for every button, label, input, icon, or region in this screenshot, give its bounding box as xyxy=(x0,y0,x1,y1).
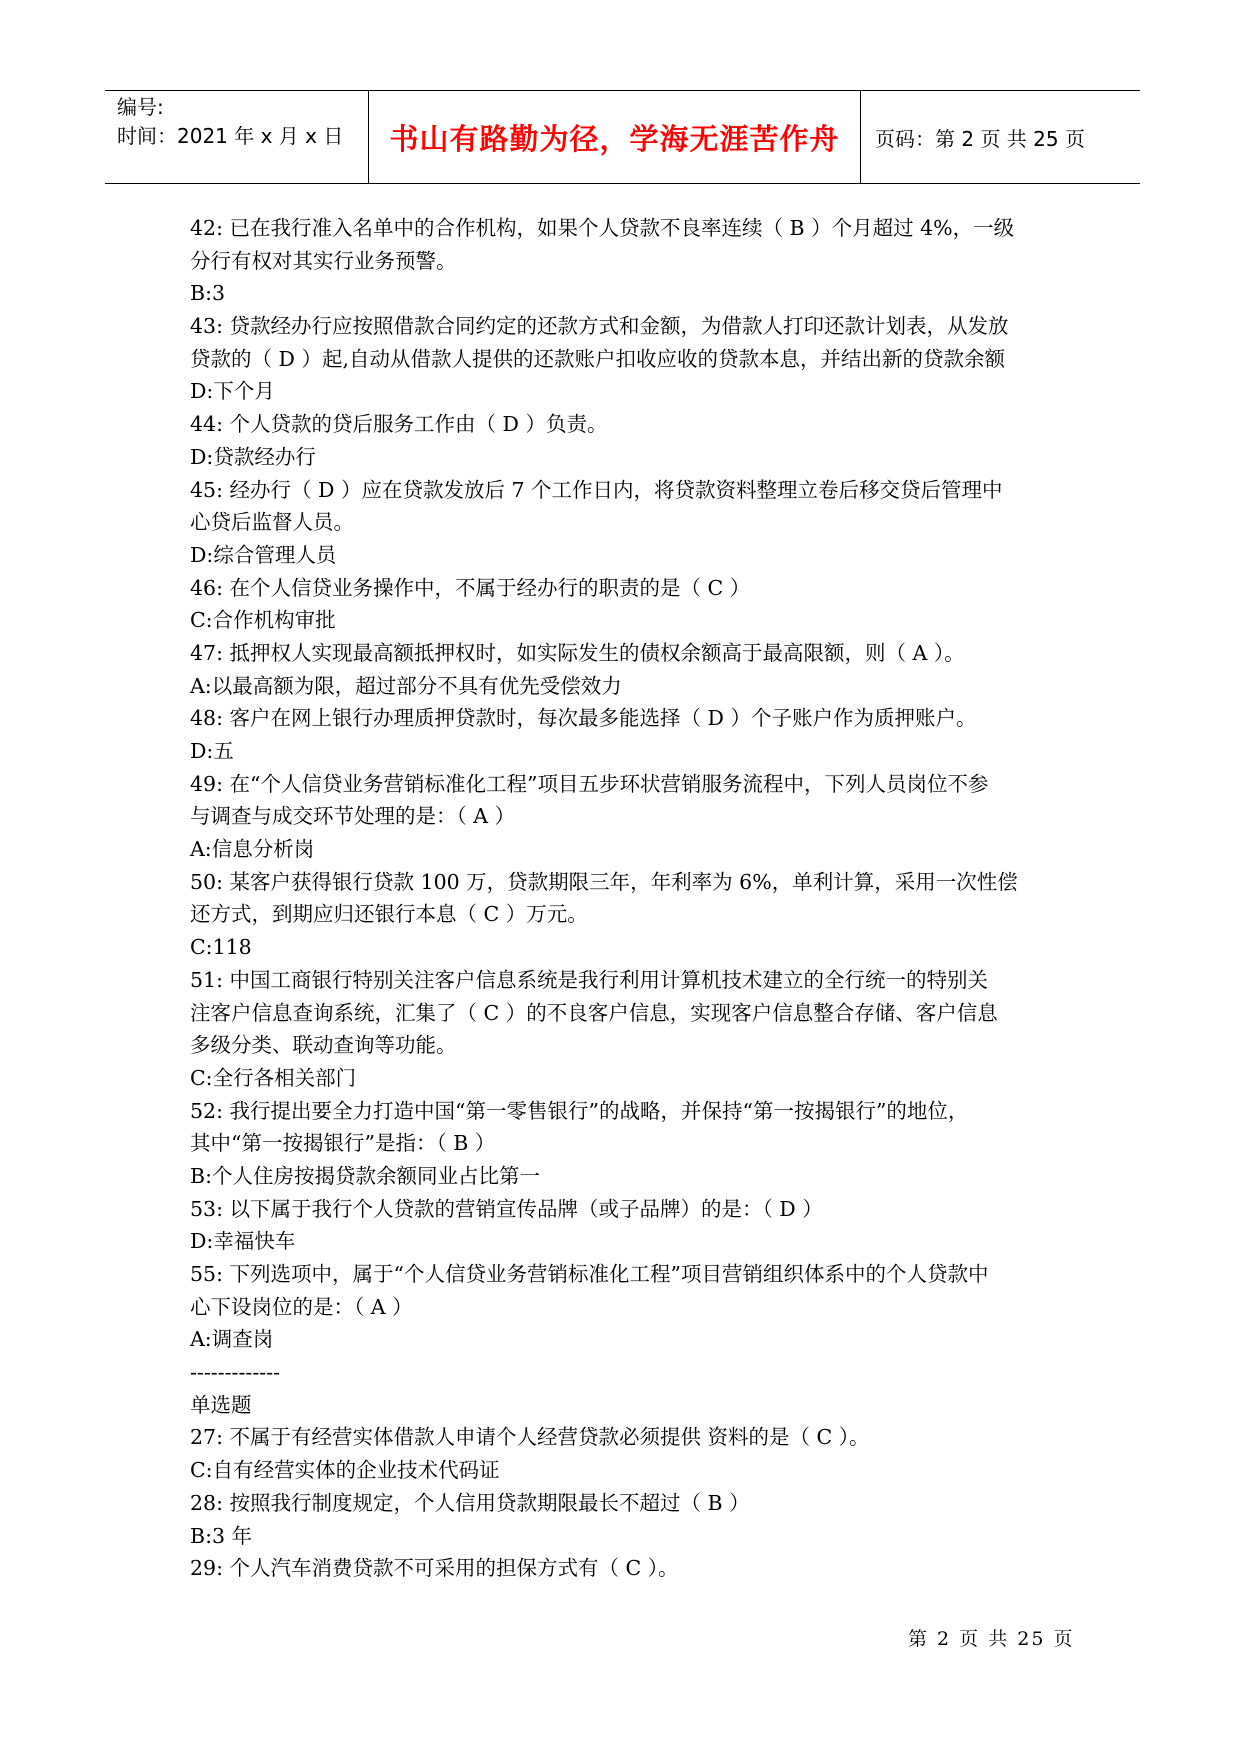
text-line: A:信息分析岗 xyxy=(190,837,315,862)
text-line: 48: 客户在网上银行办理质押贷款时，每次最多能选择（ D ）个子账户作为质押账户。 xyxy=(190,706,977,731)
text-line: 单选题 xyxy=(190,1392,252,1417)
text-line: 心下设岗位的是：（ A ） xyxy=(190,1294,413,1319)
text-line: 53: 以下属于我行个人贷款的营销宣传品牌（或子品牌）的是：（ D ） xyxy=(190,1196,823,1221)
text-line: A:以最高额为限，超过部分不具有优先受偿效力 xyxy=(190,673,622,698)
header-meta xyxy=(105,91,369,183)
text-line: D:下个月 xyxy=(190,379,275,404)
text-line: 贷款的（ D ）起,自动从借款人提供的还款账户扣收应收的贷款本息，并结出新的贷款余额 xyxy=(190,346,1005,371)
text-line: 51: 中国工商银行特别关注客户信息系统是我行利用计算机技术建立的全行统一的特别关 xyxy=(190,967,989,992)
header-page-label: 页码：第 2 页 共 25 页 xyxy=(875,126,1085,151)
text-line: 43: 贷款经办行应按照借款合同约定的还款方式和金额，为借款人打印还款计划表，从发放 xyxy=(190,314,1009,339)
text-line: C:自有经营实体的企业技术代码证 xyxy=(190,1458,500,1483)
text-line: C:合作机构审批 xyxy=(190,608,336,633)
text-line: 心贷后监督人员。 xyxy=(190,510,354,535)
text-line: 46: 在个人信贷业务操作中，不属于经办行的职责的是（ C ） xyxy=(190,575,751,600)
text-line: D:五 xyxy=(190,739,234,763)
text-line: 52: 我行提出要全力打造中国“第一零售银行”的战略，并保持“第一按揭银行”的地位， xyxy=(190,1098,969,1123)
text-line: 45: 经办行（ D ）应在贷款发放后 7 个工作日内，将贷款资料整理立卷后移交贷后管理中 xyxy=(190,477,1003,502)
text-line: C:全行各相关部门 xyxy=(190,1065,357,1090)
text-line: 27: 不属于有经营实体借款人申请个人经营贷款必须提供 资料的是（ C ）。 xyxy=(190,1425,870,1450)
text-line: 与调查与成交环节处理的是：（ A ） xyxy=(190,804,516,829)
text-line: D:幸福快车 xyxy=(190,1229,296,1254)
text-line: 50: 某客户获得银行贷款 100 万，贷款期限三年，年利率为 6%，单利计算，采用一次性偿 xyxy=(190,869,1018,894)
text-line: 47: 抵押权人实现最高额抵押权时，如实际发生的债权余额高于最高限额，则（ A ）。 xyxy=(190,640,965,665)
text-line: 注客户信息查询系统，汇集了（ C ）的不良客户信息，实现客户信息整合存储、客户信息 xyxy=(190,1000,998,1025)
header-motto: 书山有路勤为径，学海无涯苦作舟 xyxy=(369,91,861,183)
text-line: B:3 xyxy=(190,281,226,306)
text-line: A:调查岗 xyxy=(190,1327,274,1352)
text-line: 还方式，到期应归还银行本息（ C ）万元。 xyxy=(190,902,588,927)
text-line: 其中“第一按揭银行”是指：（ B ） xyxy=(190,1131,496,1156)
text-line: 29: 个人汽车消费贷款不可采用的担保方式有（ C ）。 xyxy=(190,1556,679,1581)
text-line: 分行有权对其实行业务预警。 xyxy=(190,248,457,273)
page-header xyxy=(105,90,1140,184)
text-line: 44: 个人贷款的贷后服务工作由（ D ）负责。 xyxy=(190,412,608,437)
text-line: D:综合管理人员 xyxy=(190,542,337,567)
page-footer: 第 2 页 共 25 页 xyxy=(908,1628,1075,1650)
text-line: 55: 下列选项中，属于“个人信贷业务营销标准化工程”项目营销组织体系中的个人贷款中 xyxy=(190,1262,989,1286)
text-line: B:3 年 xyxy=(190,1523,253,1548)
document-time-label: 时间：2021 年 x 月 x 日 xyxy=(117,124,344,148)
text-line: D:贷款经办行 xyxy=(190,444,316,469)
text-line: B:个人住房按揭贷款余额同业占比第一 xyxy=(190,1163,540,1188)
text-line: 多级分类、联动查询等功能。 xyxy=(190,1033,457,1058)
text-line: 28: 按照我行制度规定，个人信用贷款期限最长不超过（ B ） xyxy=(190,1490,750,1515)
text-line: C:118 xyxy=(190,935,252,960)
document-number-label: 编号: xyxy=(117,95,164,119)
document-body xyxy=(190,212,1070,1585)
text-line: 42: 已在我行准入名单中的合作机构，如果个人贷款不良率连续（ B ）个月超过 4%，一级 xyxy=(190,216,1015,240)
text-line: ------------- xyxy=(190,1360,281,1385)
text-line: 49: 在“个人信贷业务营销标准化工程”项目五步环状营销服务流程中，下列人员岗位不参 xyxy=(190,771,989,796)
